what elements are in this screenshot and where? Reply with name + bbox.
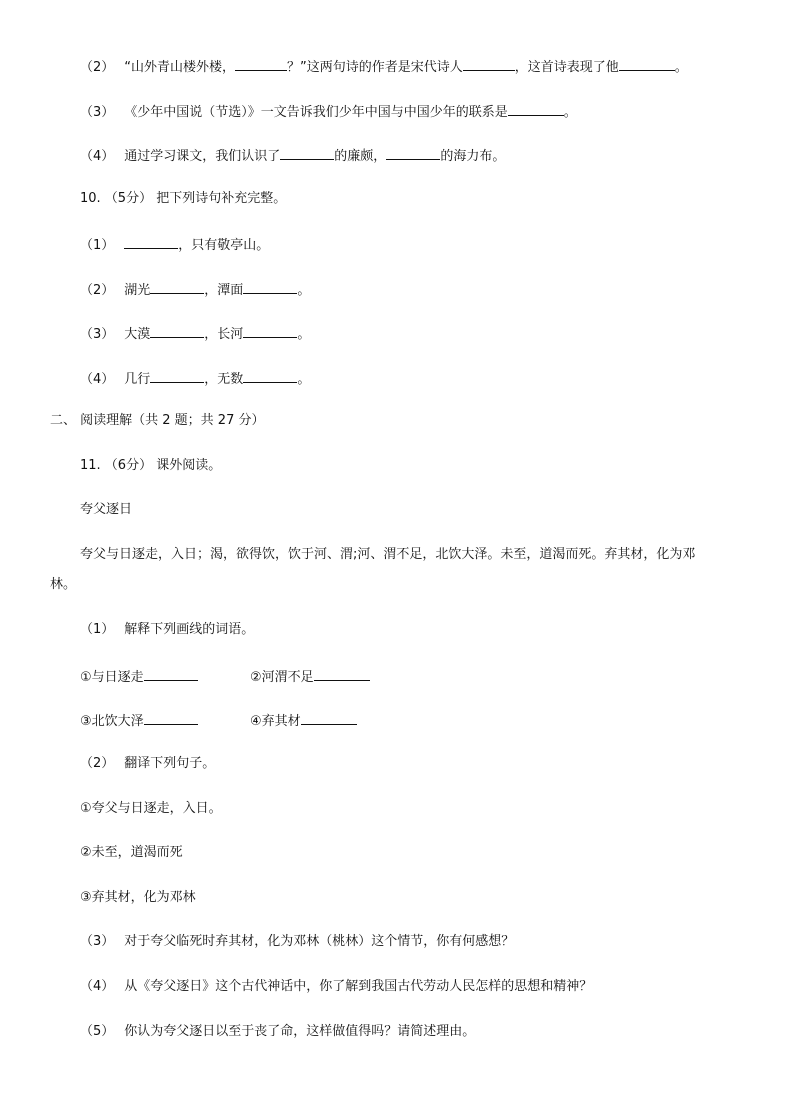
q9-item-2: [80, 56, 688, 77]
item-text: 《少年中国说（节选）》一文告诉我们少年中国与中国少年的联系是: [124, 105, 508, 120]
answer-blank[interactable]: [280, 145, 334, 160]
answer-blank[interactable]: [150, 368, 204, 383]
q11-sub-3: [80, 933, 514, 951]
item-number: （1）: [80, 622, 115, 637]
word-label: ①与日逐走: [80, 670, 144, 685]
item-text: 。: [297, 372, 311, 387]
passage-line: 林。: [50, 577, 77, 592]
item-text: 湖光: [124, 283, 151, 298]
translate-sentence-3: ③弃其材，化为邓林: [80, 890, 196, 905]
q10-title: 10. （5分） 把下列诗句补充完整。: [80, 191, 287, 206]
item-number: （1）: [80, 238, 115, 253]
item-text: 。: [674, 60, 688, 75]
item-number: （2）: [80, 283, 115, 298]
q11-title: 11. （6分） 课外阅读。: [80, 458, 222, 473]
item-text: 的海力布。: [440, 149, 506, 164]
answer-blank[interactable]: [144, 710, 198, 725]
item-text: 解释下列画线的词语。: [124, 622, 255, 637]
item-text: ，只有敬亭山。: [178, 238, 270, 253]
answer-blank[interactable]: [301, 710, 357, 725]
word-row-1-col-2: [250, 666, 370, 687]
item-text: 的廉颇，: [334, 149, 387, 164]
answer-blank[interactable]: [150, 323, 204, 338]
answer-blank[interactable]: [235, 56, 287, 71]
item-text: 几行: [124, 372, 151, 387]
answer-blank[interactable]: [243, 323, 297, 338]
item-text: 对于夸父临死时弃其材，化为邓林（桃林）这个情节，你有何感想？: [124, 934, 515, 949]
word-label: ②河渭不足: [250, 670, 314, 685]
q11-sub-2: [80, 755, 215, 773]
item-text: ，长河: [204, 327, 244, 342]
answer-blank[interactable]: [144, 666, 198, 681]
q10-item-4: [80, 368, 310, 389]
answer-blank[interactable]: [463, 56, 515, 71]
item-text: 你认为夸父逐日以至于丧了命，这样做值得吗？请简述理由。: [124, 1024, 476, 1039]
item-text: ，这首诗表现了他: [514, 60, 619, 75]
item-text: 。: [297, 327, 311, 342]
answer-blank[interactable]: [314, 666, 370, 681]
item-text: ？”这两句诗的作者是宋代诗人: [287, 60, 463, 75]
word-row-2-col-2: [250, 710, 357, 731]
item-number: （3）: [80, 105, 115, 120]
item-text: 从《夸父逐日》这个古代神话中，你了解到我国古代劳动人民怎样的思想和精神？: [124, 979, 593, 994]
item-text: 通过学习课文，我们认识了: [124, 149, 281, 164]
q9-item-3: [80, 101, 577, 122]
q10-item-2: [80, 279, 310, 300]
item-text: “山外青山楼外楼，: [124, 60, 236, 75]
item-number: （4）: [80, 149, 115, 164]
word-label: ④弃其材: [250, 714, 301, 729]
word-row-1: [80, 666, 198, 687]
item-number: （4）: [80, 979, 115, 994]
item-number: （2）: [80, 756, 115, 771]
answer-blank[interactable]: [243, 279, 297, 294]
answer-blank[interactable]: [386, 145, 440, 160]
item-text: 翻译下列句子。: [124, 756, 216, 771]
item-number: （2）: [80, 60, 115, 75]
answer-blank[interactable]: [619, 56, 675, 71]
passage-title: 夸父逐日: [80, 502, 133, 517]
q10-item-3: [80, 323, 310, 344]
item-number: （4）: [80, 372, 115, 387]
item-text: ，潭面: [204, 283, 244, 298]
section-heading: 二、 阅读理解（共 2 题；共 27 分）: [50, 413, 265, 428]
item-text: 。: [563, 105, 577, 120]
item-number: （3）: [80, 934, 115, 949]
q11-sub-5: [80, 1023, 475, 1041]
answer-blank[interactable]: [150, 279, 204, 294]
translate-sentence-1: ①夸父与日逐走，入日。: [80, 801, 222, 816]
item-text: 。: [297, 283, 311, 298]
answer-blank[interactable]: [243, 368, 297, 383]
answer-blank[interactable]: [508, 101, 564, 116]
item-number: （5）: [80, 1024, 115, 1039]
word-row-2: [80, 710, 198, 731]
translate-sentence-2: ②未至，道渴而死: [80, 845, 183, 860]
item-text: 大漠: [124, 327, 151, 342]
q11-sub-1: [80, 621, 254, 639]
item-text: ，无数: [204, 372, 244, 387]
q11-sub-4: [80, 978, 592, 996]
q9-item-4: [80, 145, 505, 166]
q10-item-1: [80, 234, 269, 255]
answer-blank[interactable]: [124, 234, 178, 249]
passage-line: 夸父与日逐走，入日；渴，欲得饮，饮于河、渭;河、渭不足，北饮大泽。未至，道渴而死。弃其材，化为邓: [80, 547, 696, 562]
word-label: ③北饮大泽: [80, 714, 144, 729]
item-number: （3）: [80, 327, 115, 342]
